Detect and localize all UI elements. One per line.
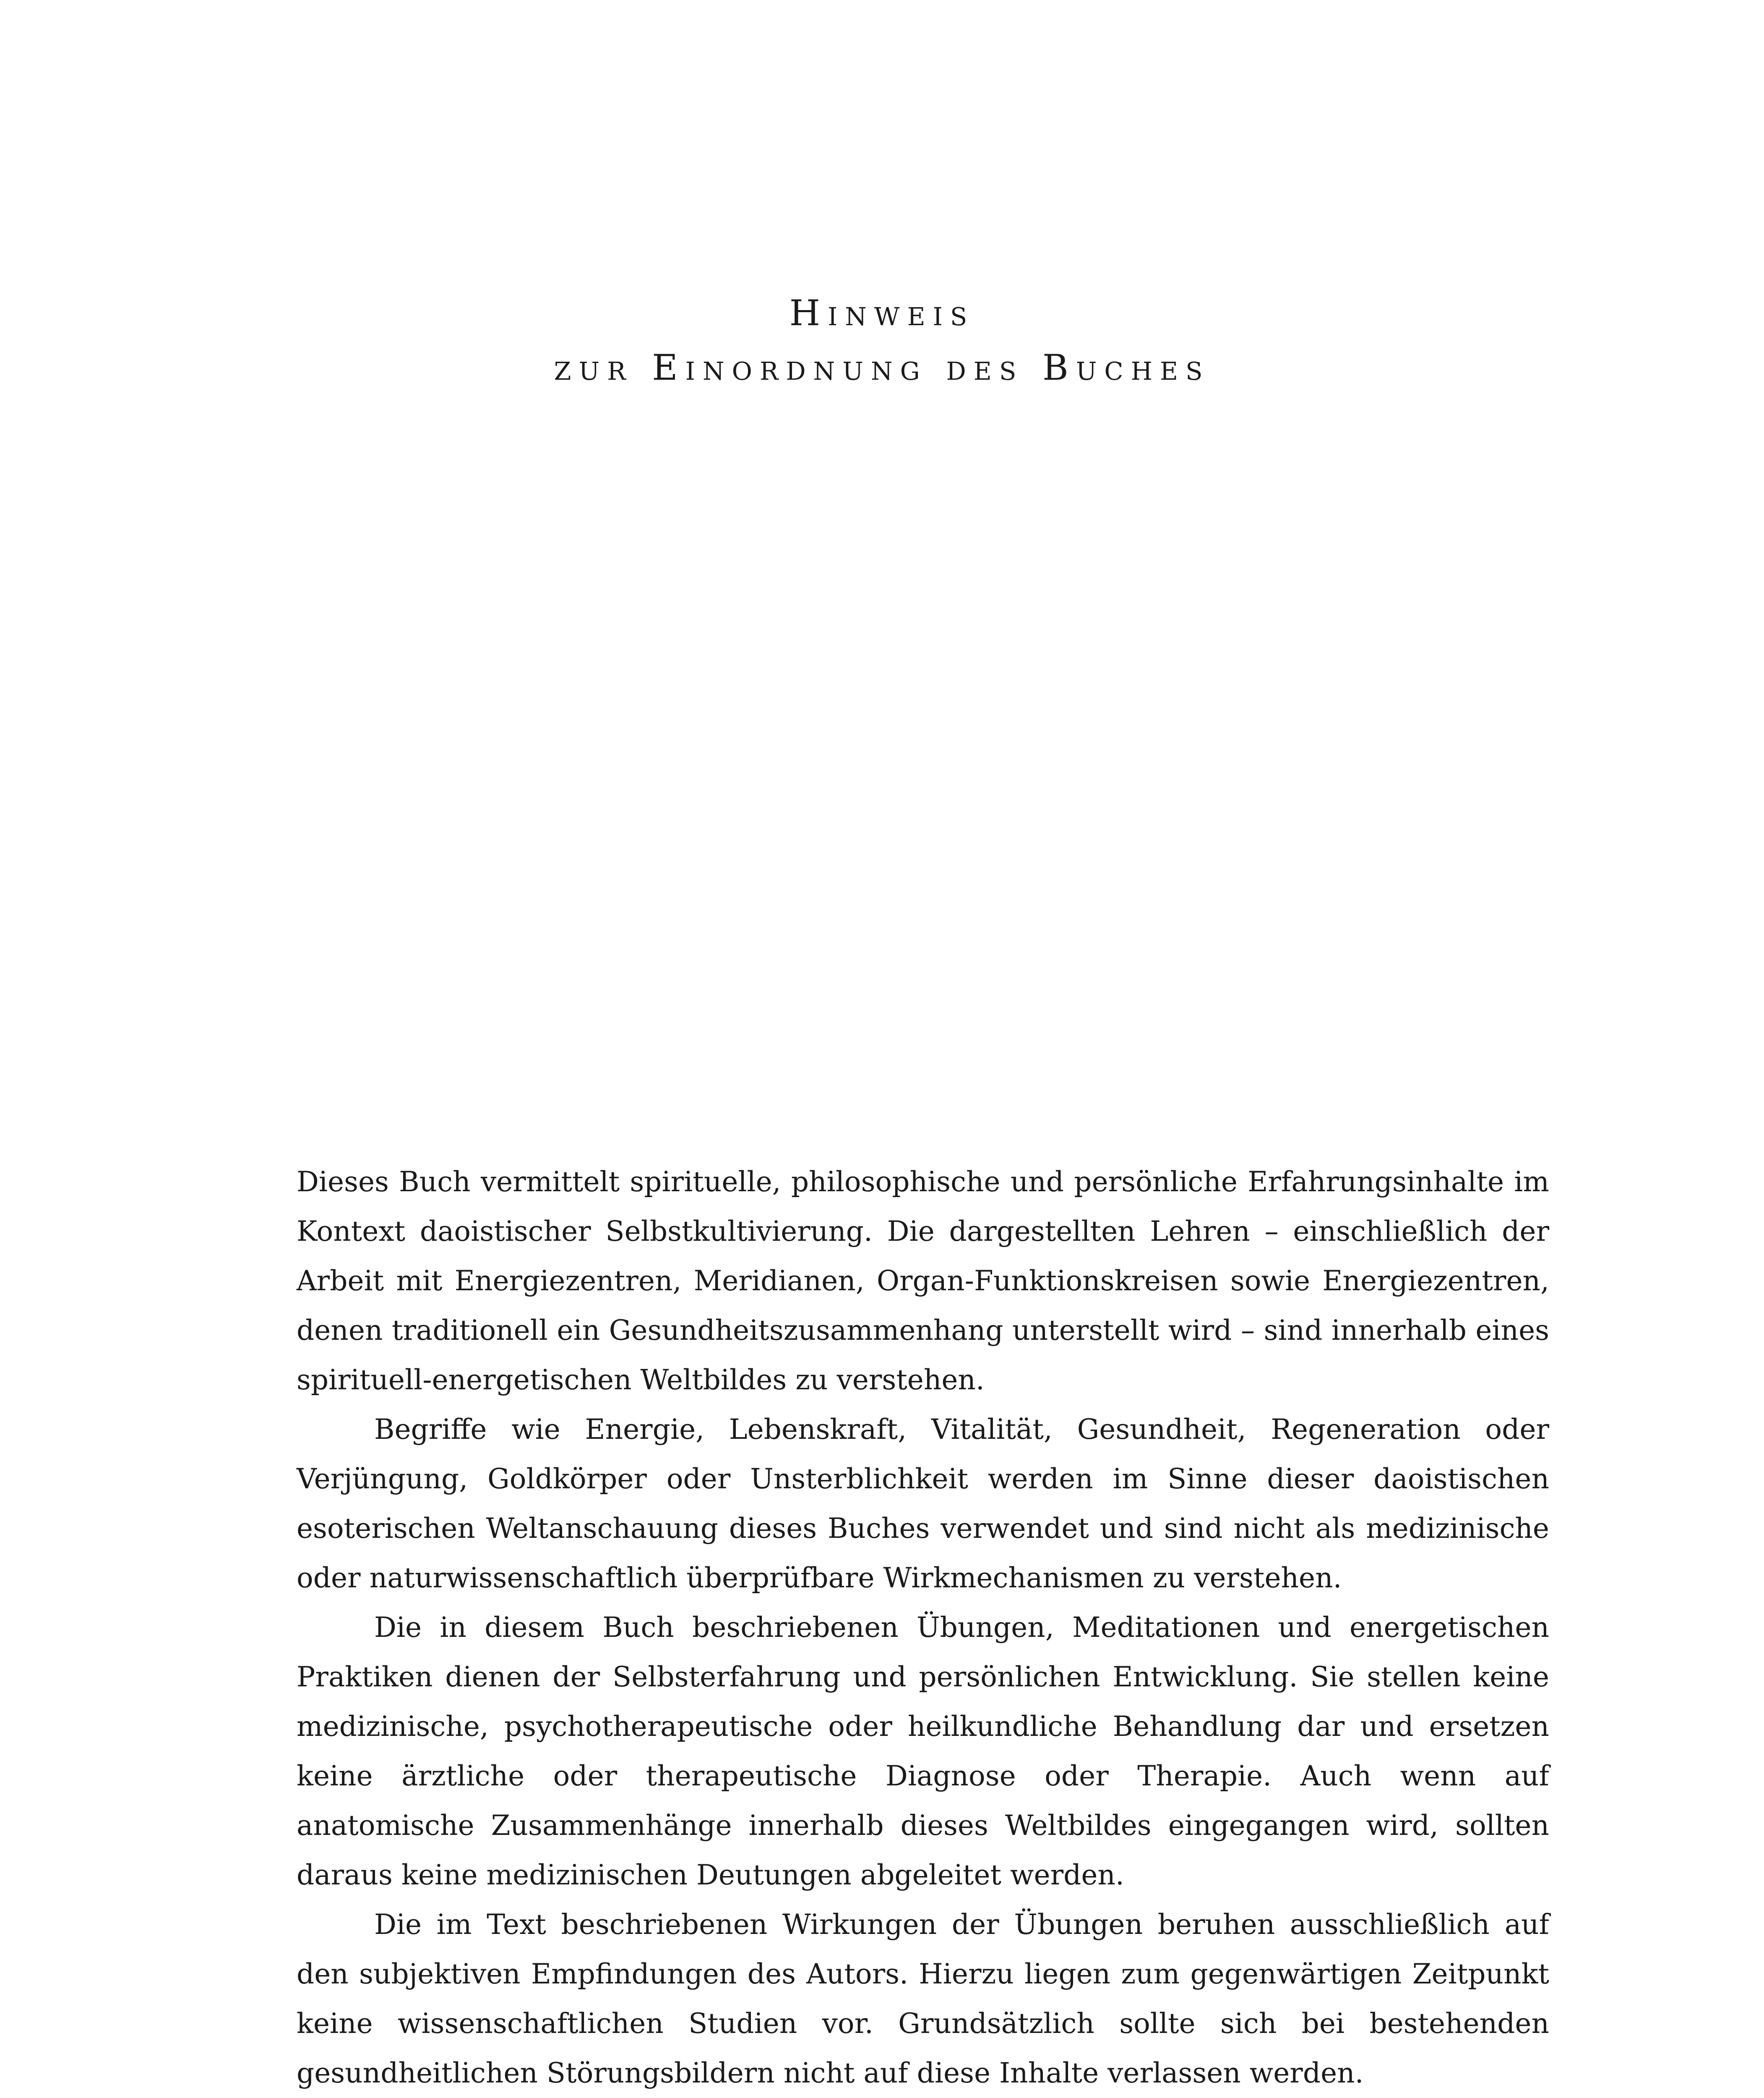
paragraph-3: Die in diesem Buch beschriebenen Übungen, Meditationen und energetischen Praktiken dienen der Selbsterfahrung und persönlichen Entwicklung. Sie stellen keine medizinische, psychotherapeutische oder heilkundliche Behandlung dar und ersetzen keine ärztliche oder therapeutische Diagnose oder Therapie. Auch wenn auf anatomische Zusammenhänge innerhalb dieses Weltbildes eingegangen wird, sollten daraus keine medizinischen Deutungen abgeleitet werden.	[297, 1611, 1549, 1891]
paragraph-2: Begriffe wie Energie, Lebenskraft, Vitalität, Gesundheit, Regeneration oder Verjüngung, Goldkörper oder Unsterblichkeit werden im Sinne dieser daoistischen esoterischen Weltanschauung dieses Buches verwendet und sind nicht als medizinische oder naturwissenschaftlich überprüfbare Wirkmechanismen zu verstehen.	[297, 1413, 1549, 1594]
paragraph-4: Die im Text beschriebenen Wirkungen der Übungen beruhen ausschließlich auf den subjektiven Empfindungen des Autors. Hierzu liegen zum gegenwärtigen Zeitpunkt keine wissenschaftlichen Studien vor. Grundsätzlich sollte sich bei bestehenden gesundheitlichen Störungsbildern nicht auf diese Inhalte verlassen werden.	[297, 1908, 1549, 2089]
heading-line-1: Hinweis	[789, 292, 975, 334]
page-heading	[0, 286, 1764, 395]
heading-line-2: zur Einordnung des Buches	[554, 347, 1210, 389]
disclaimer-text	[297, 1157, 1549, 2098]
paragraph-1: Dieses Buch vermittelt spirituelle, philosophische und persönliche Erfahrungsinhalte im Kontext daoistischer Selbstkultivierung. Die dargestellten Lehren – einschließlich der Arbeit mit Energiezentren, Meridianen, Organ-Funktionskreisen sowie Energiezentren, denen traditionell ein Gesundheitszusammenhang unterstellt wird – sind innerhalb eines spirituell-energetischen Weltbildes zu verstehen.	[297, 1166, 1549, 1396]
